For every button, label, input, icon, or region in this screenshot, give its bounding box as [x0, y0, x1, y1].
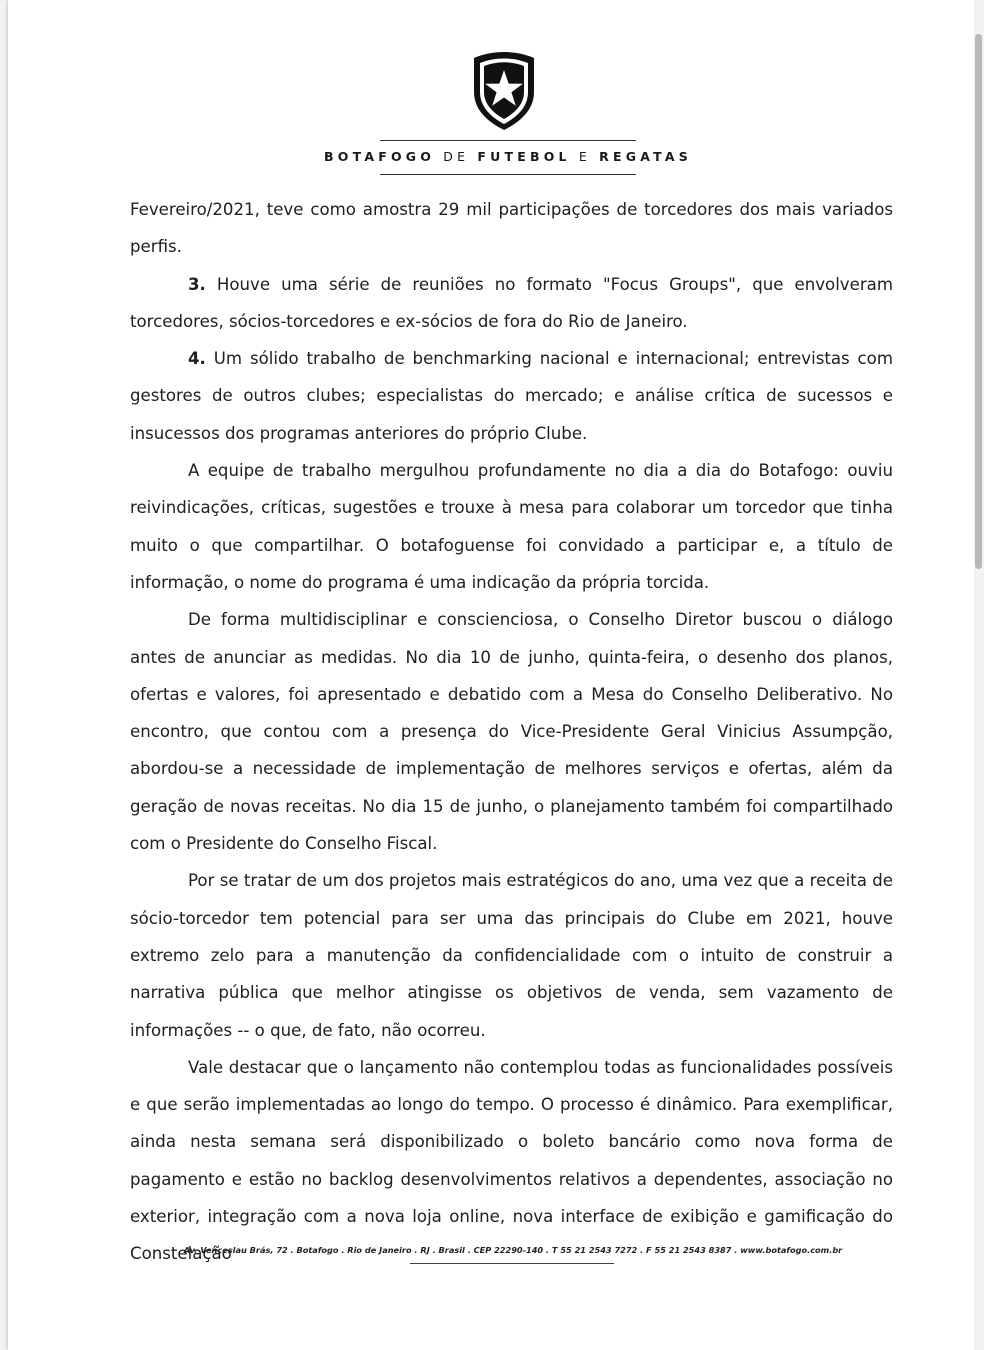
- list-number-3: 3.: [188, 274, 206, 294]
- club-name-botafogo: BOTAFOGO: [324, 149, 436, 164]
- club-name-regatas: REGATAS: [599, 149, 692, 164]
- footer-address: Av. Venceslau Brás, 72 . Botafogo . Rio de Janeiro . RJ . Brasil . CEP 22290-140 . T 55 21 2543 7272 . F 55 21 2543 8387 . www.botafogo.com.br: [183, 1245, 843, 1255]
- scrollbar-thumb[interactable]: [975, 34, 982, 569]
- club-name-de: DE: [443, 149, 470, 164]
- paragraph-6: Por se tratar de um dos projetos mais estratégicos do ano, uma vez que a receita de sócio-torcedor tem potencial para ser uma das principais do Clube em 2021, houve extremo zelo para a manutenção da confidencialidade com o intuito de construir a narrativa pública que melhor atingisse os objetivos de venda, sem vazamento de informações -- o que, de fato, não ocorreu.: [130, 871, 893, 1040]
- club-name: [258, 149, 758, 164]
- paragraph-2: [130, 266, 893, 341]
- club-name-e: E: [578, 149, 591, 164]
- paragraph-3: [130, 340, 893, 452]
- header-bottom-rule: [380, 174, 636, 175]
- paragraph-3-text: Um sólido trabalho de benchmarking nacional e internacional; entrevistas com gestores de outros clubes; especialistas do mercado; e análise crítica de sucessos e insucessos dos programas anteriores do próprio Clube.: [130, 349, 893, 443]
- document-page: [8, 0, 976, 1350]
- letter-body: [130, 191, 893, 1273]
- paragraph-5: De forma multidisciplinar e conscienciosa, o Conselho Diretor buscou o diálogo antes de anunciar as medidas. No dia 10 de junho, quinta-feira, o desenho dos planos, ofertas e valores, foi apresentado e debatido com a Mesa do Conselho Deliberativo. No encontro, que contou com a presença do Vice-Presidente Geral Vinicius Assumpção, abordou-se a necessidade de implementação de melhores serviços e ofertas, além da geração de novas receitas. No dia 15 de junho, o planejamento também foi compartilhado com o Presidente do Conselho Fiscal.: [130, 610, 893, 854]
- header-top-rule: [380, 140, 636, 141]
- paragraph-7: Vale destacar que o lançamento não contemplou todas as funcionalidades possíveis e que serão implementadas ao longo do tempo. O processo é dinâmico. Para exemplificar, ainda nesta semana será disponibilizado o boleto bancário como nova forma de pagamento e estão no backlog desenvolvimentos relativos a dependentes, associação no exterior, integração com a nova loja online, nova interface de exibição e gamificação do Constelação: [130, 1057, 893, 1264]
- botafogo-crest-icon: [470, 52, 538, 132]
- list-number-4: 4.: [188, 349, 206, 369]
- paragraph-1: Fevereiro/2021, teve como amostra 29 mil participações de torcedores dos mais variados perfis.: [130, 200, 893, 257]
- paragraph-4: A equipe de trabalho mergulhou profundamente no dia a dia do Botafogo: ouviu reivindicações, críticas, sugestões e trouxe à mesa para colaborar um torcedor que tinha muito o que compartilhar. O botafoguense foi convidado a participar e, a título de informação, o nome do programa é uma indicação da própria torcida.: [130, 461, 893, 592]
- footer-rule: [410, 1263, 614, 1264]
- vertical-scrollbar[interactable]: [974, 0, 982, 1350]
- club-name-futebol: FUTEBOL: [477, 149, 571, 164]
- paragraph-2-text: Houve uma série de reuniões no formato "Focus Groups", que envolveram torcedores, sócios-torcedores e ex-sócios de fora do Rio de Janeiro.: [130, 274, 893, 331]
